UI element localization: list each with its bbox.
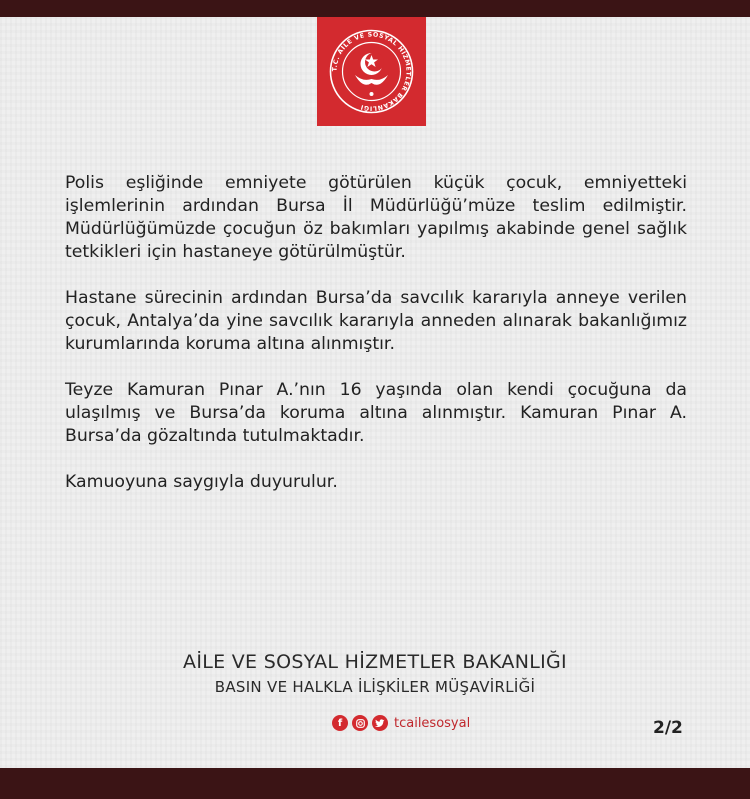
- announcement-body: [65, 172, 687, 517]
- instagram-icon[interactable]: [352, 715, 368, 731]
- seal-ring-text: T.C. AİLE VE SOSYAL HİZMETLER BAKANLIĞI: [331, 31, 412, 112]
- department-name: BASIN VE HALKLA İLİŞKİLER MÜŞAVİRLİĞİ: [214, 678, 536, 696]
- social-links: [332, 714, 470, 732]
- top-frame-bar: [0, 0, 750, 17]
- paragraph-4: Kamuoyuna saygıyla duyurulur.: [65, 472, 338, 492]
- ministry-seal-logo: [317, 17, 426, 126]
- twitter-icon[interactable]: [372, 715, 388, 731]
- page-number: 2/2: [653, 718, 683, 738]
- paragraph-2: Hastane sürecinin ardından Bursa’da savcılık kararıyla anneye verilen çocuk, Antalya’da yine savcılık kararıyla anneden alınarak bakanlığımız kurumlarında koruma altına alınmıştır.: [65, 288, 687, 354]
- facebook-icon[interactable]: f: [332, 715, 348, 731]
- paragraph-1: Polis eşliğinde emniyete götürülen küçük çocuk, emniyetteki işlemlerinin ardından Bursa İl Müdürlüğü’müze teslim edilmiştir. Müdürlüğümüzde çocuğun öz bakımları yapılmış akabinde genel sağlık tetkikleri için hastaneye götürülmüştür.: [65, 173, 687, 262]
- paragraph-3: Teyze Kamuran Pınar A.’nın 16 yaşında olan kendi çocuğuna da ulaşılmış ve Bursa’da koruma altına alınmıştır. Kamuran Pınar A. Bursa’da gözaltında tutulmaktadır.: [65, 380, 687, 446]
- bottom-frame-bar: [0, 768, 750, 799]
- social-handle[interactable]: tcailesosyal: [394, 715, 471, 731]
- org-name: AİLE VE SOSYAL HİZMETLER BAKANLIĞI: [183, 651, 567, 673]
